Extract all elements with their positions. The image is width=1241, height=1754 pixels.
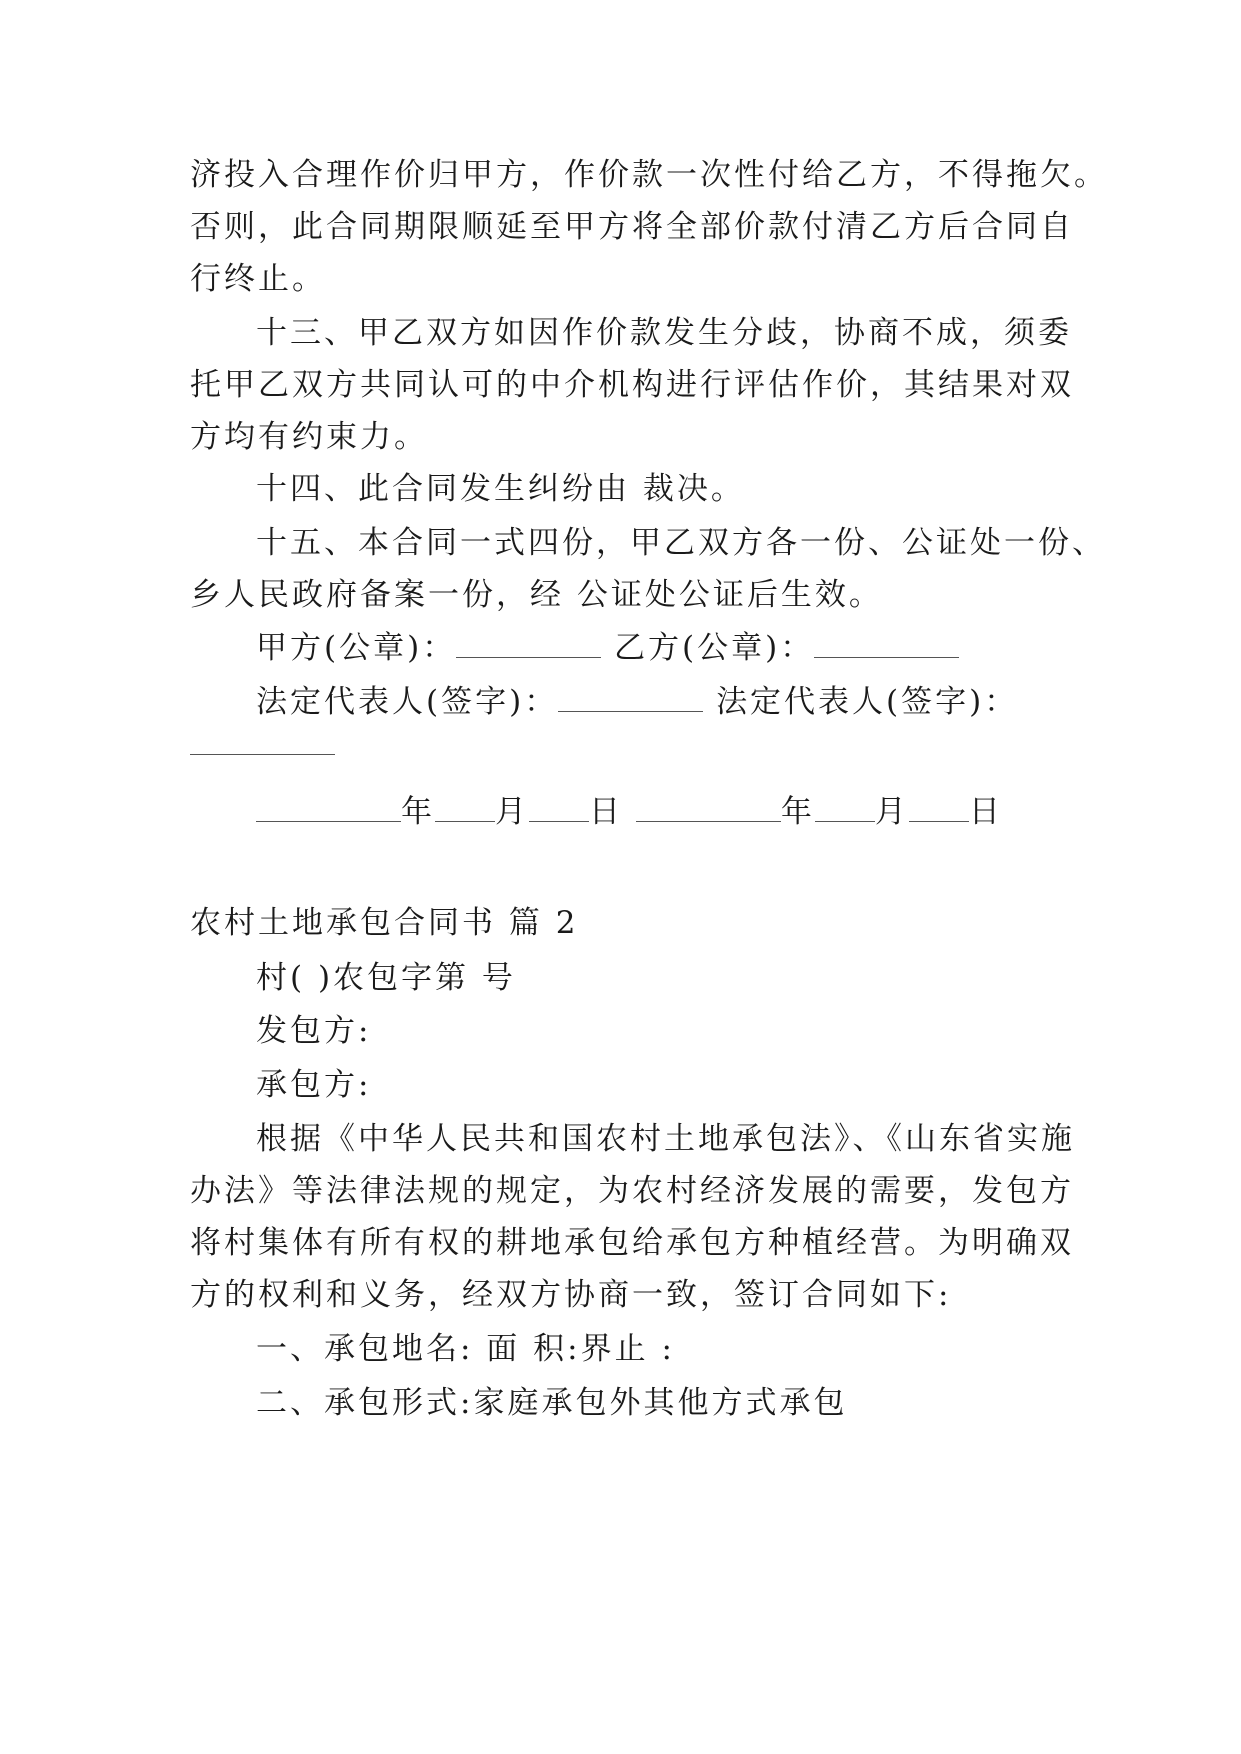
contract-number: 村( )农包字第 号 — [256, 960, 516, 996]
rep-a-label: 法定代表人(签字)： — [256, 684, 559, 720]
party-b-seal-blank[interactable] — [814, 629, 959, 658]
seal-line — [256, 628, 959, 668]
paragraph-line: 济投入合理作价归甲方，作价款一次性付给乙方，不得拖欠。 — [190, 157, 1108, 193]
day-b-blank[interactable] — [909, 793, 969, 822]
preamble-line: 方的权利和义务，经双方协商一致，签订合同如下: — [190, 1277, 952, 1313]
date-line — [256, 792, 1003, 832]
month-b-label: 月 — [874, 794, 909, 830]
year-a-label: 年 — [401, 794, 435, 830]
rep-a-blank[interactable] — [558, 683, 703, 712]
year-b-label: 年 — [780, 794, 815, 830]
representative-line — [256, 682, 1018, 722]
clause-13: 十三、甲乙双方如因作价款发生分歧，协商不成，须委 — [256, 315, 1072, 351]
rep-b-blank[interactable] — [190, 726, 335, 755]
year-a-blank[interactable] — [256, 793, 401, 822]
month-b-blank[interactable] — [815, 793, 875, 822]
preamble: 根据《中华人民共和国农村土地承包法》、《山东省实施 — [256, 1121, 1075, 1157]
clause-15-line: 乡人民政府备案一份，经 公证处公证后生效。 — [190, 577, 883, 613]
rep-b-label: 法定代表人(签字)： — [716, 684, 1019, 720]
contractor-label: 承包方: — [256, 1067, 372, 1103]
issuer-label: 发包方: — [256, 1013, 372, 1049]
item-2: 二、承包形式:家庭承包外其他方式承包 — [256, 1385, 848, 1421]
clause-14: 十四、此合同发生纠纷由 裁决。 — [256, 471, 745, 507]
year-b-blank[interactable] — [636, 793, 781, 822]
day-b-label: 日 — [968, 794, 1003, 830]
day-a-label: 日 — [589, 794, 623, 830]
preamble-line: 办法》等法律法规的规定，为农村经济发展的需要，发包方 — [190, 1173, 1074, 1209]
paragraph-line: 否则，此合同期限顺延至甲方将全部价款付清乙方后合同自 — [190, 209, 1074, 245]
section-title: 农村土地承包合同书 篇 2 — [190, 905, 579, 941]
preamble-line: 将村集体有所有权的耕地承包给承包方种植经营。为明确双 — [190, 1225, 1074, 1261]
month-a-label: 月 — [495, 794, 529, 830]
rep-b-blank-line — [190, 725, 335, 765]
party-a-seal-label: 甲方(公章)： — [256, 630, 457, 666]
month-a-blank[interactable] — [435, 793, 495, 822]
day-a-blank[interactable] — [529, 793, 589, 822]
clause-13-line: 方均有约束力。 — [190, 419, 428, 455]
clause-13-line: 托甲乙双方共同认可的中介机构进行评估作价，其结果对双 — [190, 367, 1074, 403]
paragraph-line: 行终止。 — [190, 261, 326, 297]
party-b-seal-label: 乙方(公章)： — [614, 630, 815, 666]
clause-15: 十五、本合同一式四份，甲乙双方各一份、公证处一份、 — [256, 525, 1106, 561]
party-a-seal-blank[interactable] — [456, 629, 601, 658]
item-1: 一、承包地名: 面 积:界止 : — [256, 1331, 675, 1367]
